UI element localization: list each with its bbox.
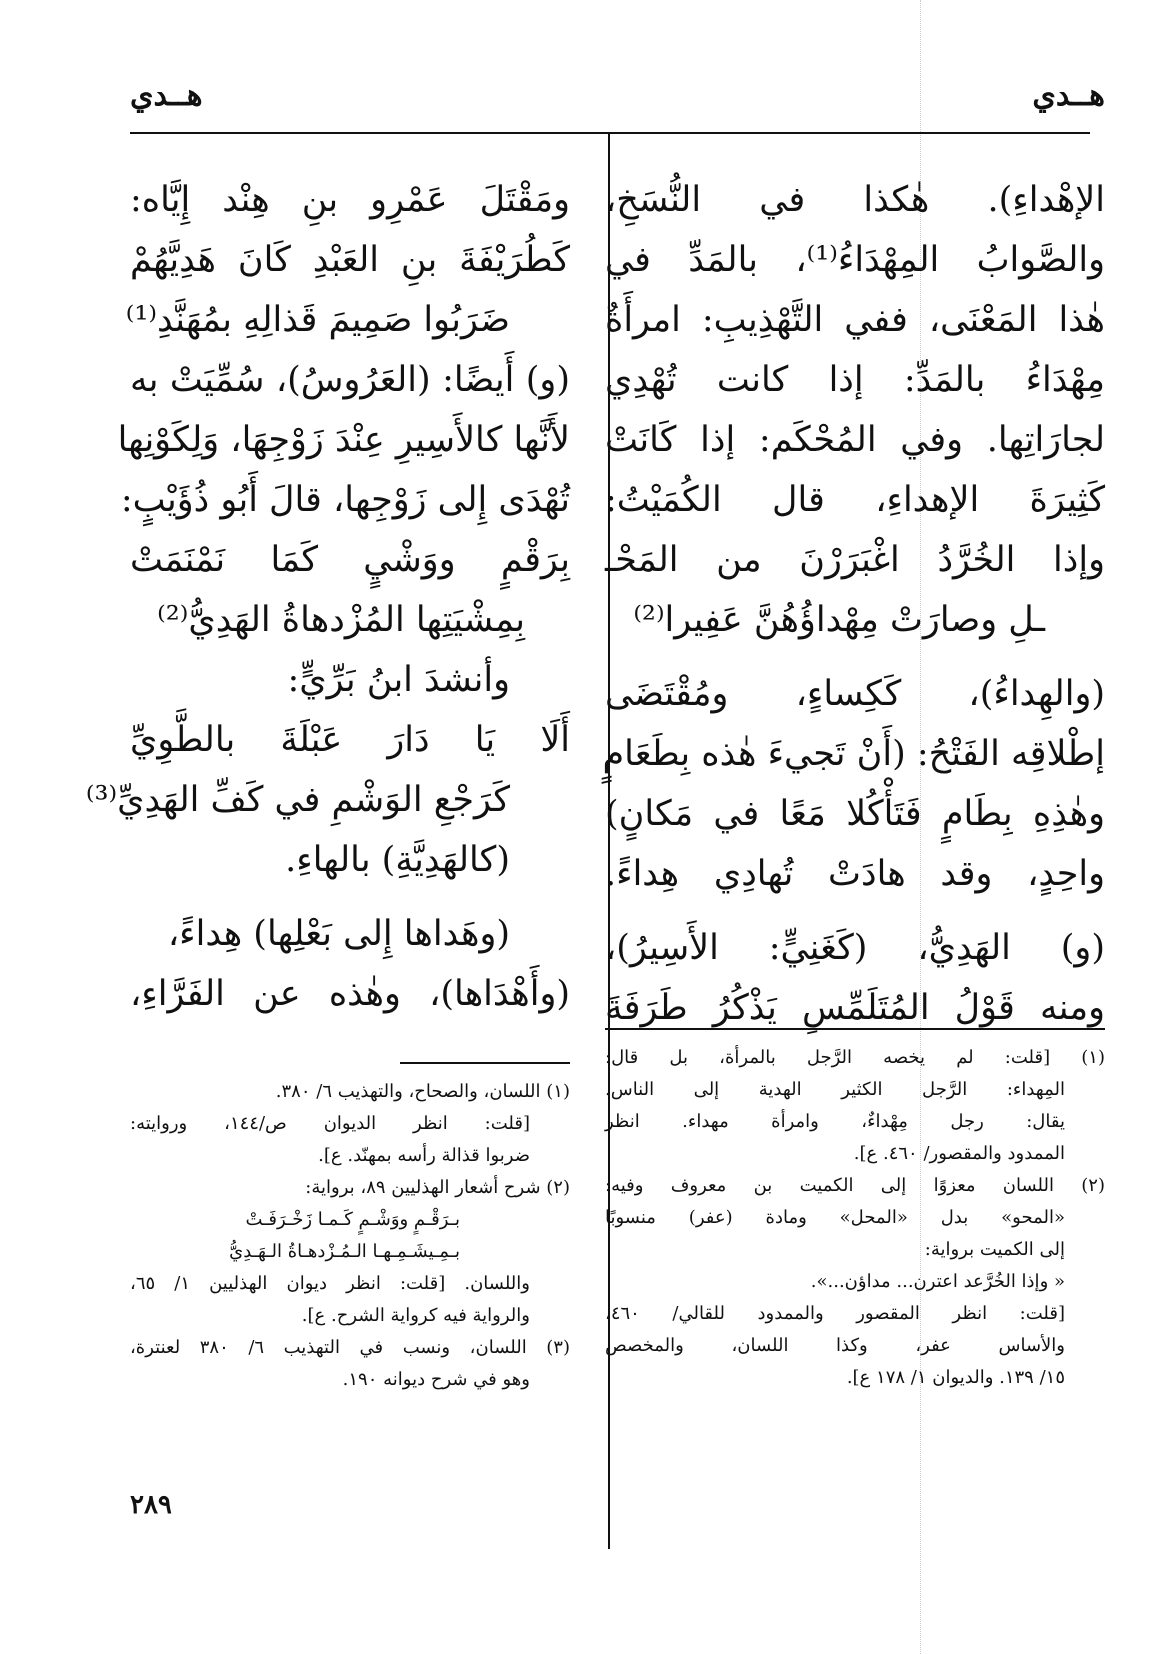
text-line: (و) الهَدِيُّ، (كَغَنِيٍّ: الأَسِيرُ)، [605,928,1105,968]
footnote-line: [قلت: انظر المقصور والممدود للقالي/ ٤٦٠، [605,1303,1065,1324]
footnote-line: المِهداء: الرَّجل الكثير الهدية إلى الناس. [605,1079,1065,1100]
text-line: ومنه قَوْلُ المُتَلَمِّسِ يَذْكُرُ طَرَفَةَ [605,988,1105,1028]
page-number: ٢٨٩ [130,1490,172,1520]
text-line: والصَّوابُ المِهْدَاءُ⁽¹⁾، بالمَدِّ في [605,240,1105,280]
footnote-line: والأساس عفر، وكذا اللسان، والمخصص [605,1335,1065,1356]
footnotes-right [605,1042,1105,1394]
verse-line: كَرَجْعِ الوَشْمِ في كَفِّ الهَدِيِّ⁽³⁾ [85,780,510,820]
footnote-line: «المحو» بدل «المحل» ومادة (عفر) منسوبًا [605,1207,1065,1228]
footnote-line: (٣) اللسان، ونسب في التهذيب ٦/ ٣٨٠ لعنترة، [130,1337,570,1358]
text-line: ومَقْتَلَ عَمْرِو بنِ هِنْد إِيَّاه: [130,180,570,220]
footnote-rule-right [605,1028,1105,1030]
verse-line: ضَرَبُوا صَمِيمَ قَذالِهِ بمُهَنَّدِ⁽¹⁾ [125,300,510,340]
footnote-line: « وإذا الخُرَّعد اعترن... مداؤن...». [810,1271,1065,1292]
footnote-rule-left [400,1062,570,1064]
footnote-verse: بـرَقْـمٍ ووَشْـمٍ كَـمـا زَخْـرَفَـتْ [245,1209,460,1230]
footnotes-left [130,1076,570,1396]
right-column [602,170,1105,1038]
text-line: (و) أَيضًا: (العَرُوسُ)، سُمِّيَتْ به [130,360,570,400]
verse-line: بِمِشْيَتِها المُزْدهاةُ الهَدِيُّ⁽²⁾ [157,600,525,640]
text-line: واحِدٍ، وقد هادَتْ تُهادِي هِداءً. [605,854,1105,894]
verse-line: أَلَا يَا دَارَ عَبْلَةَ بالطَّوِيِّ [130,720,570,760]
footnote-line: ١٥/ ١٣٩. والديوان ١/ ١٧٨ ع]. [846,1367,1065,1388]
footnote-verse: بـمِـيشَـمِـهـا الـمُـزْدهـاةُ الـهَـدِيُّ [229,1241,460,1262]
footnote-line: الممدود والمقصور/ ٤٦٠. ع]. [853,1143,1065,1164]
footnote-line: [قلت: انظر الديوان ص/١٤٤، وروايته: [130,1113,530,1134]
footnote-line: ضربوا قذالة رأسه بمهنّد. ع]. [318,1145,530,1166]
footnote-line: (٢) شرح أشعار الهذليين ٨٩، برواية: [305,1177,570,1198]
verse-line: بِرَقْمٍ ووَشْيٍ كَمَا نَمْنَمَتْ [130,540,570,580]
footnote-line: (٢) اللسان معزوًا إلى الكميت بن معروف وفيه: [605,1175,1105,1196]
text-line: هٰذا المَعْنَى، ففي التَّهْذِيبِ: امرأَةٌ [605,300,1105,340]
header-rule [130,132,1090,134]
footnote-line: (١) [قلت: لم يخصه الرَّجل بالمرأة، بل قال: [605,1047,1105,1068]
footnote-line: والرواية فيه كرواية الشرح. ع]. [301,1305,530,1326]
running-head-right: هــدي [1032,78,1105,113]
text-line: (كالهَدِيَّةِ) بالهاءِ. [285,840,510,880]
text-line: وهٰذِهِ بِطَامٍ فَتَأْكُلا مَعًا في مَكانٍ) [605,794,1105,834]
text-line: مِهْدَاءُ بالمَدِّ: إذا كانت تُهْدِي [605,360,1105,400]
left-column [85,170,570,1024]
footnote-line: وهو في شرح ديوانه ١٩٠. [342,1369,530,1390]
text-line: وأنشدَ ابنُ بَرِّيٍّ: [287,660,510,700]
running-head-left: هــدي [130,78,203,113]
footnote-line: إلى الكميت برواية: [924,1239,1065,1260]
footnote-line: واللسان. [قلت: انظر ديوان الهذليين ١/ ٦٥، [130,1273,530,1294]
text-line: إطْلاقِه الفَتْحُ: (أَنْ تَجيءَ هٰذه بِطَعَامٍ [602,734,1105,774]
text-line: تُهْدَى إِلى زَوْجِها، قالَ أَبُو ذُؤَيْبٍ: [120,480,570,520]
text-line: (والهِداءُ)، كَكِساءٍ، ومُقْتَضَى [605,674,1105,714]
text-line: الإهْداءِ). هٰكذا في النُّسَخِ، [605,180,1105,220]
footnote-line: يقال: رجل مِهْداءٌ، وامرأة مهداء. انظر [605,1111,1065,1132]
text-line: كَثِيرَةَ الإهداءِ، قال الكُمَيْتُ: [605,480,1105,520]
footnote-line: (١) اللسان، والصحاح، والتهذيب ٦/ ٣٨٠. [275,1081,570,1102]
verse-line: وإذا الخُرَّدُ اغْبَرَرْنَ من المَحْـ [605,540,1105,580]
text-line: لأَنَّها كالأَسِيرِ عِنْدَ زَوْجِهَا، وَلِكَوْنِها [117,420,570,460]
text-line: (وهَداها إِلى بَعْلِها) هِداءً، [167,914,510,954]
text-line: لجارَاتِها. وفي المُحْكَم: إذا كَانَتْ [605,420,1105,460]
verse-line: كَطُرَيْفَةَ بنِ العَبْدِ كَانَ هَدِيَّهُمْ [130,240,570,280]
text-line: (وأَهْدَاها)، وهٰذه عن الفَرَّاءِ، [130,974,570,1014]
verse-line: ـلِ وصارَتْ مِهْداؤُهُنَّ عَفِيرا⁽²⁾ [633,600,1045,640]
